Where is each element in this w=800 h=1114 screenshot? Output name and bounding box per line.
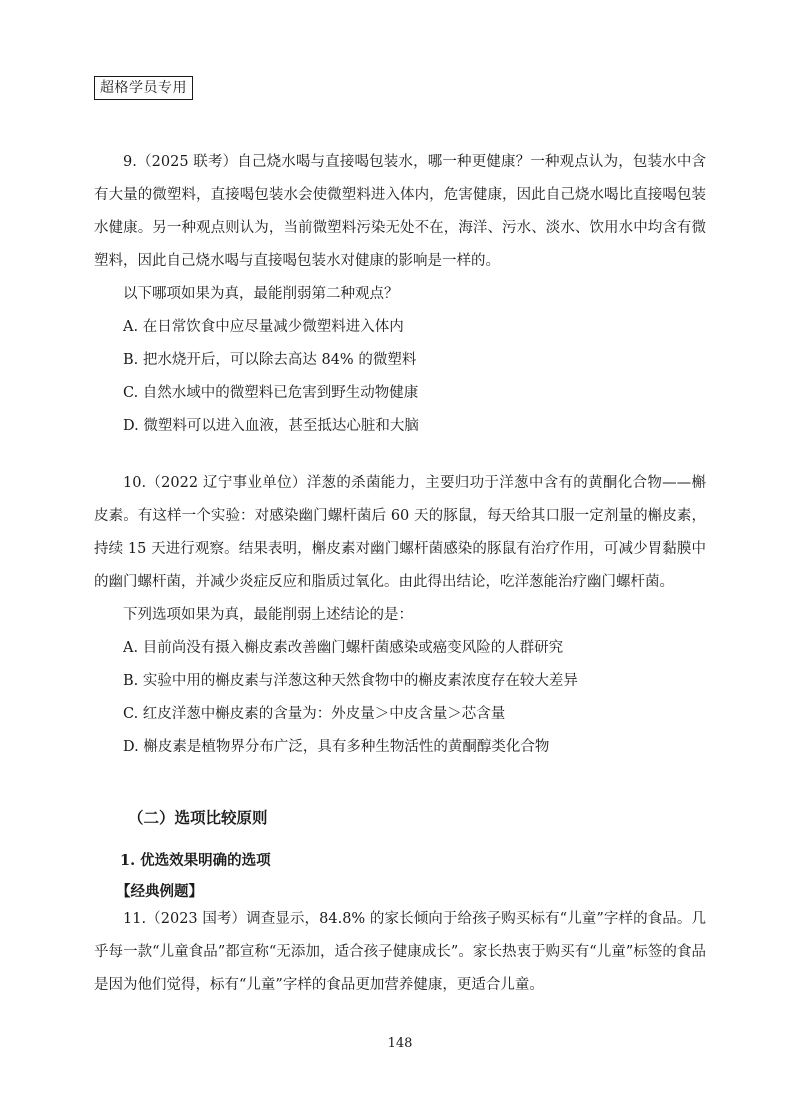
question-10-stem: 10.（2022 辽宁事业单位）洋葱的杀菌能力，主要归功于洋葱中含有的黄酮化合物——槲皮素。有这样一个实验：对感染幽门螺杆菌后 60 天的豚鼠，每天给其口服一定剂量的槲皮素，持续 15 天进行观察。结果表明，槲皮素对幽门螺杆菌感染的豚鼠有治疗作用，可减少胃黏膜中的幽门螺杆菌，并减少炎症反应和脂质过氧化。由此得出结论，吃洋葱能治疗幽门螺杆菌。 bbox=[94, 475, 706, 590]
question-9 bbox=[94, 146, 706, 443]
question-9-prompt: 以下哪项如果为真，最能削弱第二种观点？ bbox=[123, 286, 399, 302]
question-10-option-c: C. 红皮洋葱中槲皮素的含量为：外皮量＞中皮含量＞芯含量 bbox=[123, 706, 506, 722]
question-10-option-d: D. 槲皮素是植物界分布广泛，具有多种生物活性的黄酮醇类化合物 bbox=[123, 739, 550, 755]
question-10 bbox=[94, 467, 706, 764]
page-number: 148 bbox=[387, 1036, 413, 1051]
question-9-option-a: A. 在日常饮食中应尽量减少微塑料进入体内 bbox=[123, 319, 404, 335]
question-11 bbox=[94, 903, 706, 1002]
question-9-option-c: C. 自然水域中的微塑料已危害到野生动物健康 bbox=[123, 385, 419, 401]
question-9-option-d: D. 微塑料可以进入血液，甚至抵达心脏和大脑 bbox=[123, 418, 419, 434]
question-10-option-a: A. 目前尚没有摄入槲皮素改善幽门螺杆菌感染或癌变风险的人群研究 bbox=[123, 640, 564, 656]
question-11-stem: 11.（2023 国考）调查显示，84.8% 的家长倾向于给孩子购买标有“儿童”字样的食品。几乎每一款“儿童食品”都宣称“无添加，适合孩子健康成长”。家长热衷于购买有“儿童”标签的食品是因为他们觉得，标有“儿童”字样的食品更加营养健康，更适合儿童。 bbox=[94, 911, 706, 993]
question-9-stem: 9.（2025 联考）自己烧水喝与直接喝包装水，哪一种更健康？一种观点认为，包装水中含有大量的微塑料，直接喝包装水会使微塑料进入体内，危害健康，因此自己烧水喝比直接喝包装水健康。另一种观点则认为，当前微塑料污染无处不在，海洋、污水、淡水、饮用水中均含有微塑料，因此自己烧水喝与直接喝包装水对健康的影响是一样的。 bbox=[94, 154, 706, 269]
question-10-option-b: B. 实验中用的槲皮素与洋葱这种天然食物中的槲皮素浓度存在较大差异 bbox=[123, 673, 578, 689]
student-only-tag: 超格学员专用 bbox=[94, 76, 193, 100]
question-9-option-b: B. 把水烧开后，可以除去高达 84% 的微塑料 bbox=[123, 352, 417, 368]
section-heading: （二）选项比较原则 bbox=[128, 808, 268, 827]
example-label: 【经典例题】 bbox=[116, 883, 203, 900]
question-10-prompt: 下列选项如果为真，最能削弱上述结论的是： bbox=[123, 607, 413, 623]
subsection-heading: 1. 优选效果明确的选项 bbox=[120, 852, 271, 869]
